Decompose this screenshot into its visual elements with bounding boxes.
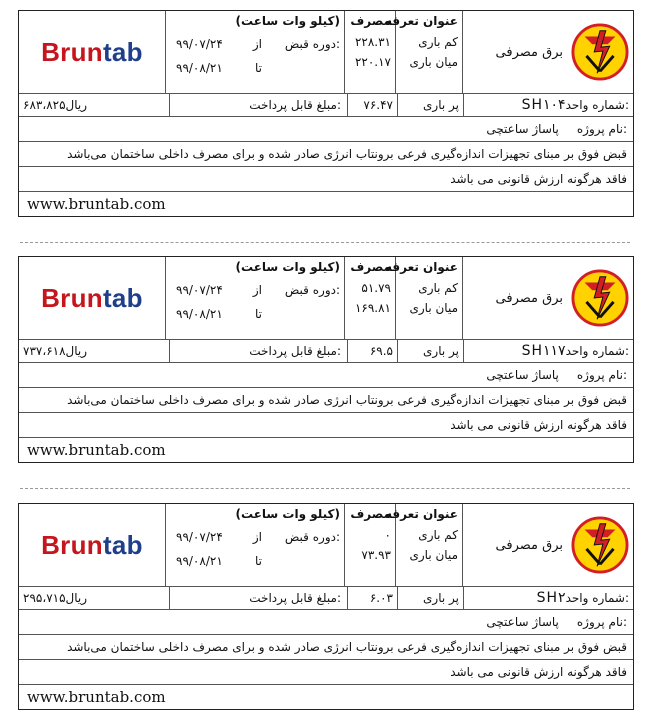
payable-amount: ۷۳۷،۶۱۸ریال xyxy=(19,340,170,362)
tariff-column xyxy=(384,11,463,93)
payment-row xyxy=(19,587,633,610)
cut-line-separator xyxy=(20,488,630,489)
offpeak-label: کم باری xyxy=(418,34,458,49)
project-name: پاساژ ساعتچی xyxy=(486,615,559,629)
logo-part-red: Brun xyxy=(41,36,103,67)
offpeak-label: کم باری xyxy=(418,527,458,542)
unit-number-cell xyxy=(464,340,633,362)
unit-code: SH۱۰۴ xyxy=(521,97,566,113)
electricity-company-emblem-icon xyxy=(571,269,629,327)
note-row: قبض فوق بر مبنای تجهیزات اندازه‌گیری فرعی برونتاب انرژی صادر شده و برای مصرف داخلی ساختمان می‌باشد xyxy=(19,388,633,413)
midpeak-label: میان باری xyxy=(409,301,458,316)
tariff-column xyxy=(384,504,463,586)
note-row: قبض فوق بر مبنای تجهیزات اندازه‌گیری فرعی برونتاب انرژی صادر شده و برای مصرف داخلی ساختمان می‌باشد xyxy=(19,635,633,660)
offpeak-label: کم باری xyxy=(418,280,458,295)
electricity-brand-cell xyxy=(463,11,633,93)
period-to-label: تا xyxy=(255,554,262,568)
period-from-label: از xyxy=(252,37,262,51)
logo-part-red: Brun xyxy=(41,529,103,560)
unit-label: شماره واحد: xyxy=(565,344,629,358)
project-label: نام پروژه: xyxy=(576,368,627,382)
period-label: دوره قبض: xyxy=(284,37,340,51)
payable-amount: ۶۸۳،۸۲۵ریال xyxy=(19,94,170,116)
website-link[interactable]: www.bruntab.com xyxy=(27,195,166,213)
bill-card xyxy=(18,256,634,463)
project-row xyxy=(19,610,633,635)
payable-label: مبلغ قابل پرداخت: xyxy=(170,340,348,362)
midpeak-value: ۲۲۰.۱۷ xyxy=(354,55,391,70)
period-label: دوره قبض: xyxy=(284,530,340,544)
unit-header: (کیلو وات ساعت) xyxy=(235,260,340,275)
consumption-header: مصرف xyxy=(350,14,391,29)
legal-row: فاقد هرگونه ارزش قانونی می باشد xyxy=(19,660,633,685)
period-from-date: ۹۹/۰۷/۲۴ xyxy=(176,530,223,544)
period-from-date: ۹۹/۰۷/۲۴ xyxy=(176,37,223,51)
unit-code: SH۱۱۷ xyxy=(521,343,566,359)
payment-row xyxy=(19,94,633,117)
peak-label: پر باری xyxy=(398,94,464,116)
unit-number-cell xyxy=(464,587,633,609)
website-link[interactable]: www.bruntab.com xyxy=(27,688,166,706)
peak-value: ۶.۰۳ xyxy=(348,587,398,609)
unit-label: شماره واحد: xyxy=(565,591,629,605)
logo-part-blue: tab xyxy=(102,282,143,313)
billing-period-cell xyxy=(166,257,345,339)
website-link[interactable]: www.bruntab.com xyxy=(27,441,166,459)
tariff-header: عنوان تعرفه xyxy=(384,260,458,275)
project-label: نام پروژه: xyxy=(576,122,627,136)
payable-label: مبلغ قابل پرداخت: xyxy=(170,94,348,116)
midpeak-value: ۷۳.۹۳ xyxy=(361,548,391,563)
bruntab-logo-text xyxy=(41,530,143,561)
bruntab-logo-text xyxy=(41,37,143,68)
project-name: پاساژ ساعتچی xyxy=(486,122,559,136)
period-to-label: تا xyxy=(255,61,262,75)
offpeak-value: ۲۲۸.۳۱ xyxy=(354,34,391,49)
note-row: قبض فوق بر مبنای تجهیزات اندازه‌گیری فرعی برونتاب انرژی صادر شده و برای مصرف داخلی ساختمان می‌باشد xyxy=(19,142,633,167)
brand-label: برق مصرفی xyxy=(495,290,563,306)
period-label: دوره قبض: xyxy=(284,283,340,297)
offpeak-value: ۵۱.۷۹ xyxy=(361,280,391,295)
logo-part-red: Brun xyxy=(41,282,103,313)
billing-period-cell xyxy=(166,504,345,586)
bill-card xyxy=(18,503,634,710)
period-from-label: از xyxy=(252,530,262,544)
project-label: نام پروژه: xyxy=(576,615,627,629)
legal-row: فاقد هرگونه ارزش قانونی می باشد xyxy=(19,167,633,192)
tariff-header: عنوان تعرفه xyxy=(384,14,458,29)
project-row xyxy=(19,363,633,388)
tariff-column xyxy=(384,257,463,339)
bruntab-logo xyxy=(19,11,166,93)
unit-header: (کیلو وات ساعت) xyxy=(235,14,340,29)
midpeak-label: میان باری xyxy=(409,55,458,70)
bill-header-table xyxy=(19,257,633,340)
midpeak-value: ۱۶۹.۸۱ xyxy=(354,301,391,316)
project-name: پاساژ ساعتچی xyxy=(486,368,559,382)
payable-label: مبلغ قابل پرداخت: xyxy=(170,587,348,609)
consumption-header: مصرف xyxy=(350,260,391,275)
unit-number-cell xyxy=(464,94,633,116)
unit-header: (کیلو وات ساعت) xyxy=(235,507,340,522)
bill-card xyxy=(18,10,634,217)
electricity-company-emblem-icon xyxy=(571,516,629,574)
bruntab-logo xyxy=(19,504,166,586)
logo-part-blue: tab xyxy=(102,36,143,67)
payable-amount: ۲۹۵،۷۱۵ریال xyxy=(19,587,170,609)
electricity-brand-cell xyxy=(463,504,633,586)
period-to-date: ۹۹/۰۸/۲۱ xyxy=(176,554,223,568)
payment-row xyxy=(19,340,633,363)
bruntab-logo-text xyxy=(41,283,143,314)
brand-label: برق مصرفی xyxy=(495,537,563,553)
bruntab-logo xyxy=(19,257,166,339)
consumption-header: مصرف xyxy=(350,507,391,522)
bill-header-table xyxy=(19,11,633,94)
electricity-brand-cell xyxy=(463,257,633,339)
peak-label: پر باری xyxy=(398,340,464,362)
midpeak-label: میان باری xyxy=(409,548,458,563)
cut-line-separator xyxy=(20,242,630,243)
bill-header-table xyxy=(19,504,633,587)
electricity-company-emblem-icon xyxy=(571,23,629,81)
project-row xyxy=(19,117,633,142)
peak-value: ۶۹.۵ xyxy=(348,340,398,362)
period-to-date: ۹۹/۰۸/۲۱ xyxy=(176,61,223,75)
period-to-label: تا xyxy=(255,307,262,321)
brand-label: برق مصرفی xyxy=(495,44,563,60)
offpeak-value: ۰ xyxy=(384,527,391,542)
peak-value: ۷۶.۴۷ xyxy=(348,94,398,116)
unit-code: SH۲ xyxy=(536,590,566,606)
period-from-label: از xyxy=(252,283,262,297)
unit-label: شماره واحد: xyxy=(565,98,629,112)
legal-row: فاقد هرگونه ارزش قانونی می باشد xyxy=(19,413,633,438)
billing-period-cell xyxy=(166,11,345,93)
logo-part-blue: tab xyxy=(102,529,143,560)
period-to-date: ۹۹/۰۸/۲۱ xyxy=(176,307,223,321)
period-from-date: ۹۹/۰۷/۲۴ xyxy=(176,283,223,297)
tariff-header: عنوان تعرفه xyxy=(384,507,458,522)
peak-label: پر باری xyxy=(398,587,464,609)
